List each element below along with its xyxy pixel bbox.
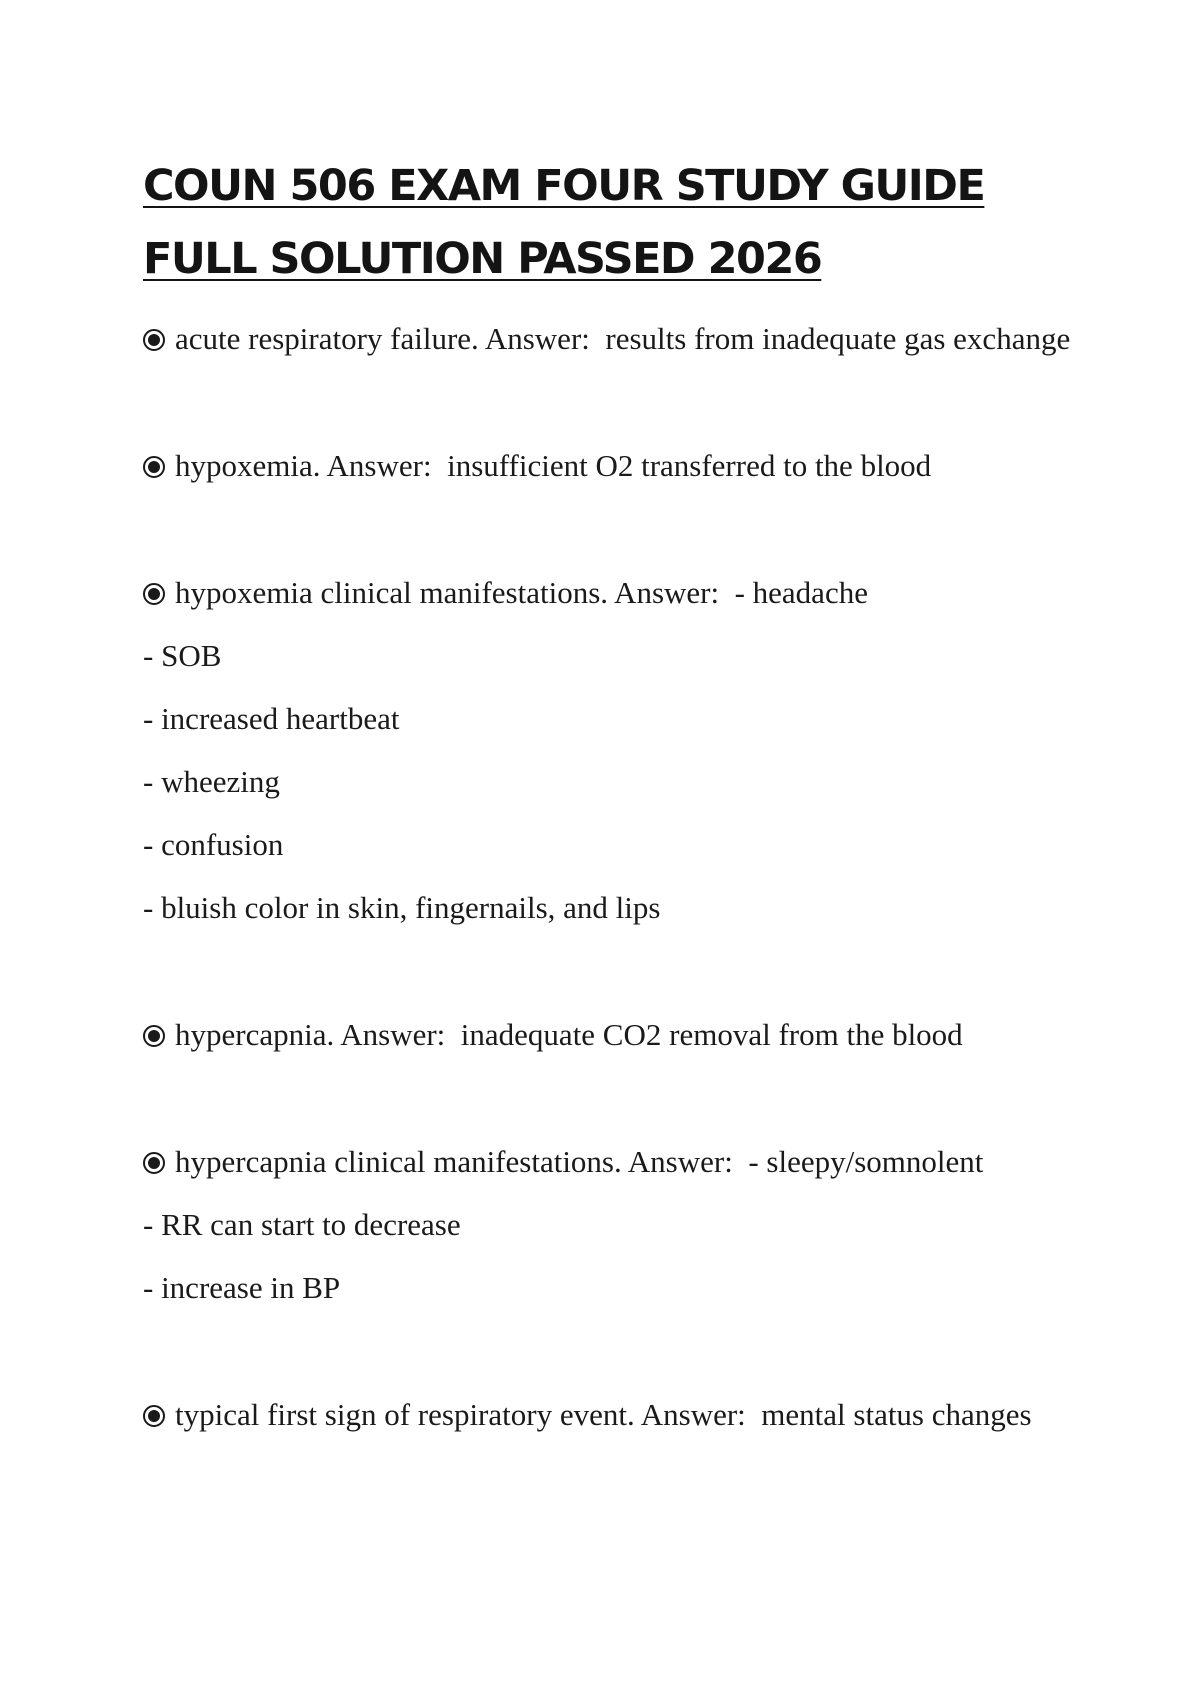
qa-question: hypercapnia. Answer: [175,1017,446,1052]
qa-answer-line: - SOB [143,638,222,673]
radio-bullet-icon [143,1405,165,1427]
qa-answer-line: - increase in BP [143,1270,341,1305]
radio-bullet-icon [143,329,165,351]
qa-question: acute respiratory failure. Answer: [175,321,590,356]
document-title-text: COUN 506 EXAM FOUR STUDY GUIDE FULL SOLUTION PASSED 2026 [143,161,985,284]
qa-answer: - headache [734,575,868,610]
qa-item [143,1139,1103,1310]
qa-answer-line: - RR can start to decrease [143,1207,461,1242]
qa-question: hypoxemia clinical manifestations. Answer: [175,575,720,610]
qa-question-line [143,1012,1103,1057]
qa-question-line [143,316,1103,361]
qa-answer: insufficient O2 transferred to the blood [447,448,932,483]
qa-item [143,1012,1103,1057]
qa-list [143,316,1103,1519]
qa-answer-line: - bluish color in skin, fingernails, and lips [143,890,661,925]
qa-question-line [143,570,1103,615]
qa-item [143,570,1103,930]
qa-answer-line: - wheezing [143,764,280,799]
qa-answer: inadequate CO2 removal from the blood [460,1017,963,1052]
qa-answer: results from inadequate gas exchange [605,321,1071,356]
radio-bullet-icon [143,456,165,478]
qa-answer: mental status changes [761,1397,1032,1432]
qa-item [143,443,1103,488]
qa-question-line [143,1139,1103,1184]
qa-question: typical first sign of respiratory event. Answer: [175,1397,746,1432]
qa-item [143,316,1103,361]
qa-question: hypercapnia clinical manifestations. Answer: [175,1144,733,1179]
radio-bullet-icon [143,583,165,605]
qa-question-line [143,1392,1103,1437]
qa-answer-line: - increased heartbeat [143,701,400,736]
qa-question-line [143,443,1103,488]
qa-item [143,1392,1103,1437]
qa-question: hypoxemia. Answer: [175,448,432,483]
qa-answer-line: - confusion [143,827,284,862]
qa-answer: - sleepy/somnolent [748,1144,984,1179]
radio-bullet-icon [143,1025,165,1047]
document-title [143,150,1083,296]
radio-bullet-icon [143,1152,165,1174]
